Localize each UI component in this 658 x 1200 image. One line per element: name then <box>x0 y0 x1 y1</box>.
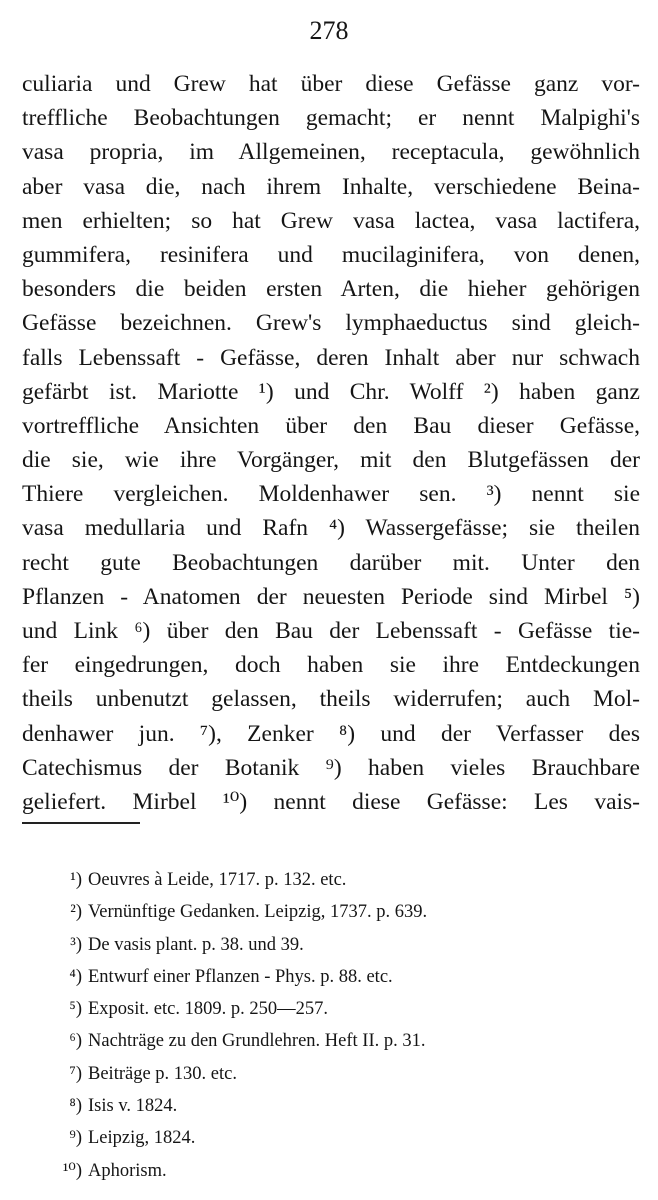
body-line: die sie, wie ihre Vorgänger, mit den Blutgefässen der <box>22 447 640 474</box>
footnote <box>48 1058 608 1090</box>
footnote-mark: ¹) <box>70 870 82 890</box>
footnote-mark: ⁸) <box>69 1096 82 1117</box>
footnote <box>48 929 608 961</box>
body-line: aber vasa die, nach ihrem Inhalte, verschiedene Beina- <box>22 173 640 200</box>
footnote-text: Entwurf einer Pflanzen - Phys. p. 88. etc. <box>88 966 393 987</box>
body-line: Thiere vergleichen. Moldenhawer sen. ³) nennt sie <box>22 481 640 508</box>
body-line: gefärbt ist. Mariotte ¹) und Chr. Wolff ²) haben ganz <box>22 378 640 405</box>
footnote-divider <box>22 822 140 824</box>
footnote-text: Aphorism. <box>88 1160 167 1181</box>
footnote-text: Oeuvres à Leide, 1717. p. 132. etc. <box>88 870 347 890</box>
body-line: treffliche Beobachtungen gemacht; er nennt Malpighi's <box>22 105 640 132</box>
footnote-mark: ³) <box>70 934 82 955</box>
body-line: vasa propria, im Allgemeinen, receptacula, gewöhnlich <box>22 139 640 166</box>
footnote <box>48 1122 608 1154</box>
body-line: men erhielten; so hat Grew vasa lactea, vasa lactifera, <box>22 207 640 234</box>
body-line: und Link ⁶) über den Bau der Lebenssaft - Gefässe tie- <box>22 618 640 644</box>
footnote-mark: ⁴) <box>69 966 82 987</box>
footnote-text: Beiträge p. 130. etc. <box>88 1063 237 1084</box>
footnote-mark: ⁹) <box>69 1128 82 1149</box>
body-line: culiaria und Grew hat über diese Gefässe ganz vor- <box>22 71 640 97</box>
footnote <box>48 1090 608 1122</box>
footnote-text: Nachträge zu den Grundlehren. Heft II. p. 31. <box>88 1031 426 1052</box>
footnote-mark: ¹⁰) <box>62 1160 82 1181</box>
body-line: besonders die beiden ersten Arten, die hieher gehörigen <box>22 276 640 303</box>
footnote-mark: ⁶) <box>69 1031 82 1052</box>
body-line: theils unbenutzt gelassen, theils widerrufen; auch Mol- <box>22 686 640 713</box>
footnote <box>48 993 608 1025</box>
footnotes <box>48 864 608 1187</box>
footnote-text: Isis v. 1824. <box>88 1096 178 1117</box>
body-line: gummifera, resinifera und mucilaginifera, von denen, <box>22 241 640 268</box>
footnote <box>48 1155 608 1187</box>
body-line: recht gute Beobachtungen darüber mit. Unter den <box>22 549 640 576</box>
body-line: Catechismus der Botanik ⁹) haben vieles Brauchbare <box>22 754 640 781</box>
body-text <box>22 67 640 819</box>
footnote <box>48 864 608 896</box>
footnote-text: Vernünftige Gedanken. Leipzig, 1737. p. 639. <box>88 902 428 923</box>
footnote <box>48 961 608 993</box>
footnote <box>48 896 608 928</box>
page-number: 278 <box>309 16 349 45</box>
body-line: vasa medullaria und Rafn ⁴) Wassergefässe; sie theilen <box>22 515 640 542</box>
footnote-text: De vasis plant. p. 38. und 39. <box>88 934 304 955</box>
footnote-mark: ⁷) <box>69 1063 82 1084</box>
footnote-text: Leipzig, 1824. <box>88 1128 196 1149</box>
body-line: falls Lebenssaft - Gefässe, deren Inhalt aber nur schwach <box>22 344 640 371</box>
body-line: geliefert. Mirbel ¹⁰) nennt diese Gefässe: Les vais- <box>22 788 640 815</box>
body-line: Pflanzen - Anatomen der neuesten Periode sind Mirbel ⁵) <box>22 583 640 610</box>
footnote-mark: ²) <box>70 902 82 923</box>
footnote-mark: ⁵) <box>69 999 82 1020</box>
body-line: denhawer jun. ⁷), Zenker ⁸) und der Verfasser des <box>22 720 640 747</box>
footnote <box>48 1025 608 1057</box>
body-line: fer eingedrungen, doch haben sie ihre Entdeckungen <box>22 652 640 679</box>
body-line: vortreffliche Ansichten über den Bau dieser Gefässe, <box>22 412 640 439</box>
body-line: Gefässe bezeichnen. Grew's lymphaeductus sind gleich- <box>22 310 640 337</box>
footnote-text: Exposit. etc. 1809. p. 250—257. <box>88 999 328 1020</box>
